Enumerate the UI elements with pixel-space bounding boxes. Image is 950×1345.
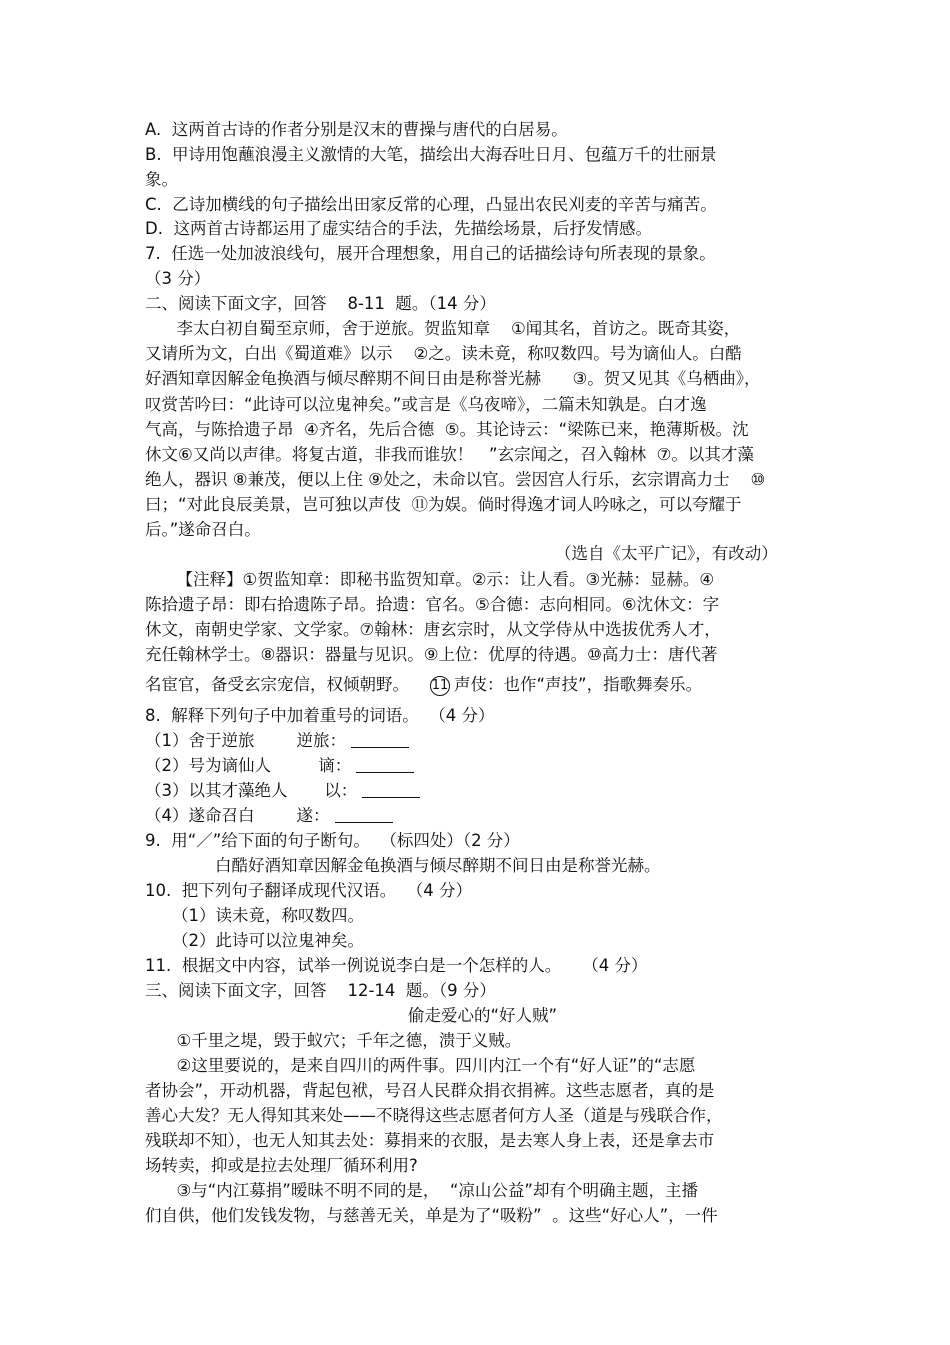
passage-line: 绝人，器识 ⑧兼茂，便以上住 ⑨处之，未命以官。尝因宫人行乐，玄宗谓高力士 ⑩	[145, 470, 766, 489]
notes-line: 充任翰林学士。⑧器识：器量与见识。⑨上位：优厚的待遇。⑩高力士：唐代著	[145, 645, 718, 664]
question-9-heading: 9. 用“／”给下面的句子断句。 （标四处）（2 分）	[145, 831, 520, 850]
article-line: 善心大发？无人得知其来处——不晓得这些志愿者何方人圣（道是与残联合作，	[145, 1106, 723, 1125]
notes-last-text-b: 声伎：也作“声技”，指歌舞奏乐。	[453, 675, 703, 694]
section-3-heading: 三、阅读下面文字，回答 12-14 题。（9 分）	[145, 981, 496, 1000]
option-c: C. 乙诗加横线的句子描绘出田家反常的心理，凸显出农民刈麦的辛苦与痛苦。	[145, 195, 717, 214]
q8-item-text: （2）号为谪仙人	[145, 756, 271, 775]
q8-item-text: （3）以其才藻绝人	[145, 781, 288, 800]
question-8-heading: 8. 解释下列句子中加着重号的词语。 （4 分）	[145, 706, 495, 725]
question-8-item	[145, 780, 420, 802]
article-line: 残联却不知），也无人知其去处：募捐来的衣服，是去寒人身上表，还是拿去市	[145, 1131, 715, 1150]
option-d: D. 这两首古诗都运用了虚实结合的手法，先描绘场景，后抒发情感。	[145, 219, 652, 238]
notes-line: 陈拾遗子昂：即右拾遗陈子昂。拾遗：官名。⑤合德：志向相同。⑥沈休文：字	[145, 595, 720, 614]
article-line: ③与“内江募捐”暧昧不明不同的是， “凉山公益”却有个明确主题，主播	[145, 1181, 698, 1200]
q8-item-word: 以：	[324, 781, 358, 800]
q8-item-word: 遂：	[296, 806, 330, 825]
passage-line: 气高，与陈拾遗子昂 ④齐名，先后合德 ⑤。其论诗云：“梁陈已来，艳薄斯极。沈	[145, 420, 749, 439]
answer-blank[interactable]	[351, 733, 409, 748]
notes-line-last	[145, 674, 702, 696]
option-b-line2: 象。	[145, 170, 178, 189]
question-8-item	[145, 730, 409, 752]
answer-blank[interactable]	[362, 783, 420, 798]
q8-item-word: 谪：	[318, 756, 352, 775]
question-10-heading: 10. 把下列句子翻译成现代汉语。 （4 分）	[145, 881, 472, 900]
option-b-line1: B. 甲诗用饱蘸浪漫主义激情的大笔，描绘出大海吞吐日月、包蕴万千的壮丽景	[145, 145, 717, 164]
passage-line: 曰；“对此良辰美景，岂可独以声伎 ⑪为娱。倘时得逸才词人吟咏之，可以夸耀于	[145, 495, 742, 514]
question-9-sentence: 白酷好酒知章因解金龟换酒与倾尽醉期不间日由是称誉光赫。	[215, 856, 661, 875]
passage-line: 叹赏苦吟曰：“此诗可以泣鬼神矣。”或言是《乌夜啼》，二篇未知孰是。白才逸	[145, 395, 707, 414]
q8-item-text: （1）舍于逆旅	[145, 731, 255, 750]
question-10-item: （1）读未竟，称叹数四。	[172, 906, 364, 925]
section-2-heading: 二、阅读下面文字，回答 8-11 题。（14 分）	[145, 294, 496, 313]
question-8-item	[145, 805, 393, 827]
answer-blank[interactable]	[335, 808, 393, 823]
notes-line: 休文，南朝史学家、文学家。⑦翰林：唐玄宗时，从文学侍从中选拔优秀人才，	[145, 620, 721, 639]
question-11-heading: 11. 根据文中内容，试举一例说说李白是一个怎样的人。 （4 分）	[145, 956, 648, 975]
question-10-item: （2）此诗可以泣鬼神矣。	[172, 931, 364, 950]
article-line: 者协会”，开动机器，背起包袱，号召人民群众捐衣捐裤。这些志愿者，真的是	[145, 1081, 715, 1100]
article-title: 偷走爱心的“好人贼”	[408, 1006, 558, 1025]
question-8-item	[145, 755, 414, 777]
circled-number-11: 11	[430, 676, 450, 696]
article-line: ①千里之堤，毁于蚁穴；千年之德，溃于义贼。	[145, 1031, 522, 1050]
q8-item-word: 逆旅：	[296, 731, 346, 750]
question-7: 7. 任选一处加波浪线句，展开合理想象，用自己的话描绘诗句所表现的景象。	[145, 244, 716, 263]
answer-blank[interactable]	[356, 758, 414, 773]
article-line: 场转卖，抑或是拉去处理厂循环利用?	[145, 1156, 418, 1175]
option-a: A. 这两首古诗的作者分别是汉末的曹操与唐代的白居易。	[145, 120, 568, 139]
passage-source: （选自《太平广记》，有改动）	[555, 544, 778, 563]
q8-item-text: （4）遂命召白	[145, 806, 255, 825]
passage-line: 又请所为文，白出《蜀道难》以示 ②之。读未竟，称叹数四。号为谪仙人。白酷	[145, 344, 742, 363]
notes-line: 【注释】①贺监知章：即秘书监贺知章。②示：让人看。③光赫：显赫。④	[145, 570, 715, 589]
question-7-score: （3 分）	[145, 269, 211, 288]
passage-line: 后。”遂命召白。	[145, 520, 261, 539]
passage-line: 好酒知章因解金龟换酒与倾尽醉期不间日由是称誉光赫 ③。贺又见其《乌栖曲》，	[145, 369, 761, 388]
article-line: 们自供，他们发钱发物，与慈善无关，单是为了“吸粉” 。这些“好心人”，一件	[145, 1206, 718, 1225]
notes-last-text-a: 名宦官，备受玄宗宠信，权倾朝野。	[145, 675, 409, 694]
passage-line: 休文⑥又尚以声律。将复古道，非我而谁欤！ ”玄宗闻之，召入翰林 ⑦。以其才藻	[145, 445, 754, 464]
article-line: ②这里要说的，是来自四川的两件事。四川内江一个有“好人证”的“志愿	[145, 1056, 696, 1075]
passage-line: 李太白初自蜀至京师，舍于逆旅。贺监知章 ①闻其名，首访之。既奇其姿，	[145, 319, 741, 338]
